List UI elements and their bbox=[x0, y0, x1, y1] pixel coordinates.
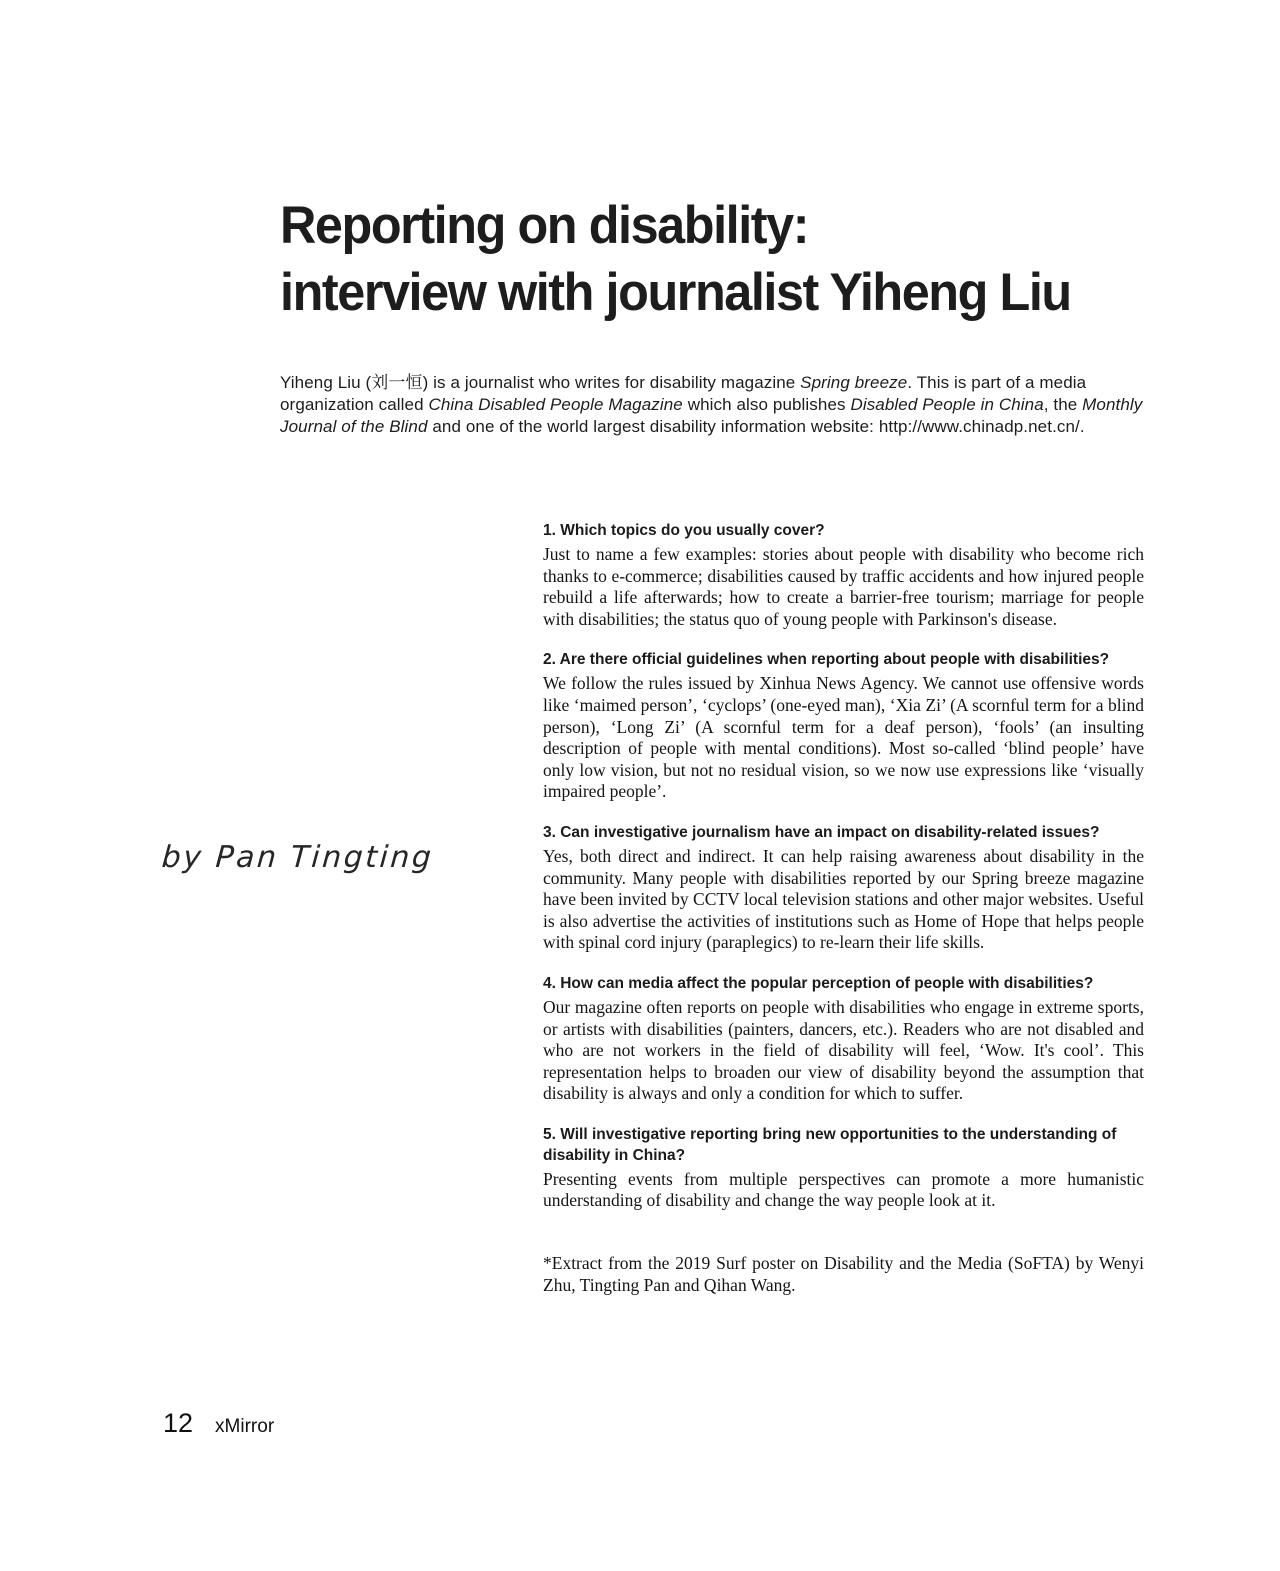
intro-text: Yiheng Liu (刘一恒) is a journalist who writes for disability magazine bbox=[280, 373, 801, 392]
question-1-heading: 1. Which topics do you usually cover? bbox=[543, 522, 825, 539]
intro-italic-organization-name: China Disabled People Magazine bbox=[428, 395, 683, 414]
question-4-heading: 4. How can media affect the popular perception of people with disabilities? bbox=[543, 974, 1094, 992]
intro-italic-magazine-name: Spring breeze bbox=[800, 373, 908, 392]
qa-item-4 bbox=[543, 973, 1144, 1105]
question-2-heading: 2. Are there official guidelines when reporting about people with disabilities? bbox=[543, 651, 1110, 669]
intro-text: . This is part of a media organization called bbox=[280, 373, 1087, 414]
article-intro bbox=[280, 372, 1148, 438]
answer-1-text: Just to name a few examples: stories about people with disability who become rich thanks to e-commerce; disabilities caused by traffic accidents and how injured people rebuild a life afterwards; how to create a barrier-free tourism; marriage for people with disabilities; the status quo of young people with Parkinson's disease. bbox=[543, 544, 1144, 629]
qa-item-3 bbox=[543, 822, 1144, 954]
article-title-line-2: interview with journalist Yiheng Liu bbox=[280, 263, 1071, 322]
question-5-heading: 5. Will investigative reporting bring new opportunities to the understanding of disability in China? bbox=[543, 1125, 1117, 1164]
qa-item-5 bbox=[543, 1124, 1144, 1212]
intro-text-website: and one of the world largest disability information website: http://www.chinadp.net.cn/. bbox=[427, 417, 1085, 436]
answer-3-text: Yes, both direct and indirect. It can help raising awareness about disability in the community. Many people with disabilities reported by our Spring breeze magazine have been invited by CCTV local television stations and other major websites. Useful is also advertise the activities of institutions such as Home of Hope that helps people with spinal cord injury (paraplegics) to re-learn their life skills. bbox=[543, 845, 1144, 953]
answer-2-text: We follow the rules issued by Xinhua News Agency. We cannot use offensive words like ‘maimed person’, ‘cyclops’ (one-eyed man), ‘Xia Zi’ (A scornful term for a blind person), ‘Long Zi’ (A scornful term for a deaf person), ‘fools’ (an insulting description of people with mental conditions). Most so-called ‘blind people’ have only low vision, but not no residual vision, so we now use expressions like ‘visually impaired people’. bbox=[543, 673, 1144, 802]
qa-item-1 bbox=[543, 520, 1144, 630]
magazine-name: xMirror bbox=[215, 1416, 275, 1437]
answer-4-text: Our magazine often reports on people with disabilities who engage in extreme sports, or artists with disabilities (painters, dancers, etc.). Readers who are not disabled and who are not workers in the field of disability will feel, ‘Wow. It's cool’. This representation helps to broaden our view of disability beyond the assumption that disability is always and only a condition for which to suffer. bbox=[543, 996, 1144, 1104]
qa-item-2 bbox=[543, 649, 1144, 803]
intro-italic-publication-name: Disabled People in China bbox=[850, 395, 1044, 414]
page-footer bbox=[163, 1408, 274, 1439]
footnote: *Extract from the 2019 Surf poster on Disability and the Media (SoFTA) by Wenyi Zhu, Tingting Pan and Qihan Wang. bbox=[543, 1253, 1144, 1295]
intro-text: which also publishes bbox=[682, 395, 851, 414]
intro-italic-journal-name: Monthly Journal of the Blind bbox=[280, 395, 1143, 436]
page-number: 12 bbox=[163, 1408, 194, 1438]
qa-column bbox=[543, 520, 1144, 1296]
byline: by Pan Tingting bbox=[160, 840, 435, 875]
article-title bbox=[280, 192, 1071, 326]
answer-5-text: Presenting events from multiple perspectives can promote a more humanistic understanding of disability and change the way people look at it. bbox=[543, 1168, 1144, 1211]
intro-text: , the bbox=[1043, 395, 1083, 414]
article-title-line-1: Reporting on disability: bbox=[280, 196, 809, 255]
question-3-heading: 3. Can investigative journalism have an impact on disability-related issues? bbox=[543, 823, 1100, 841]
